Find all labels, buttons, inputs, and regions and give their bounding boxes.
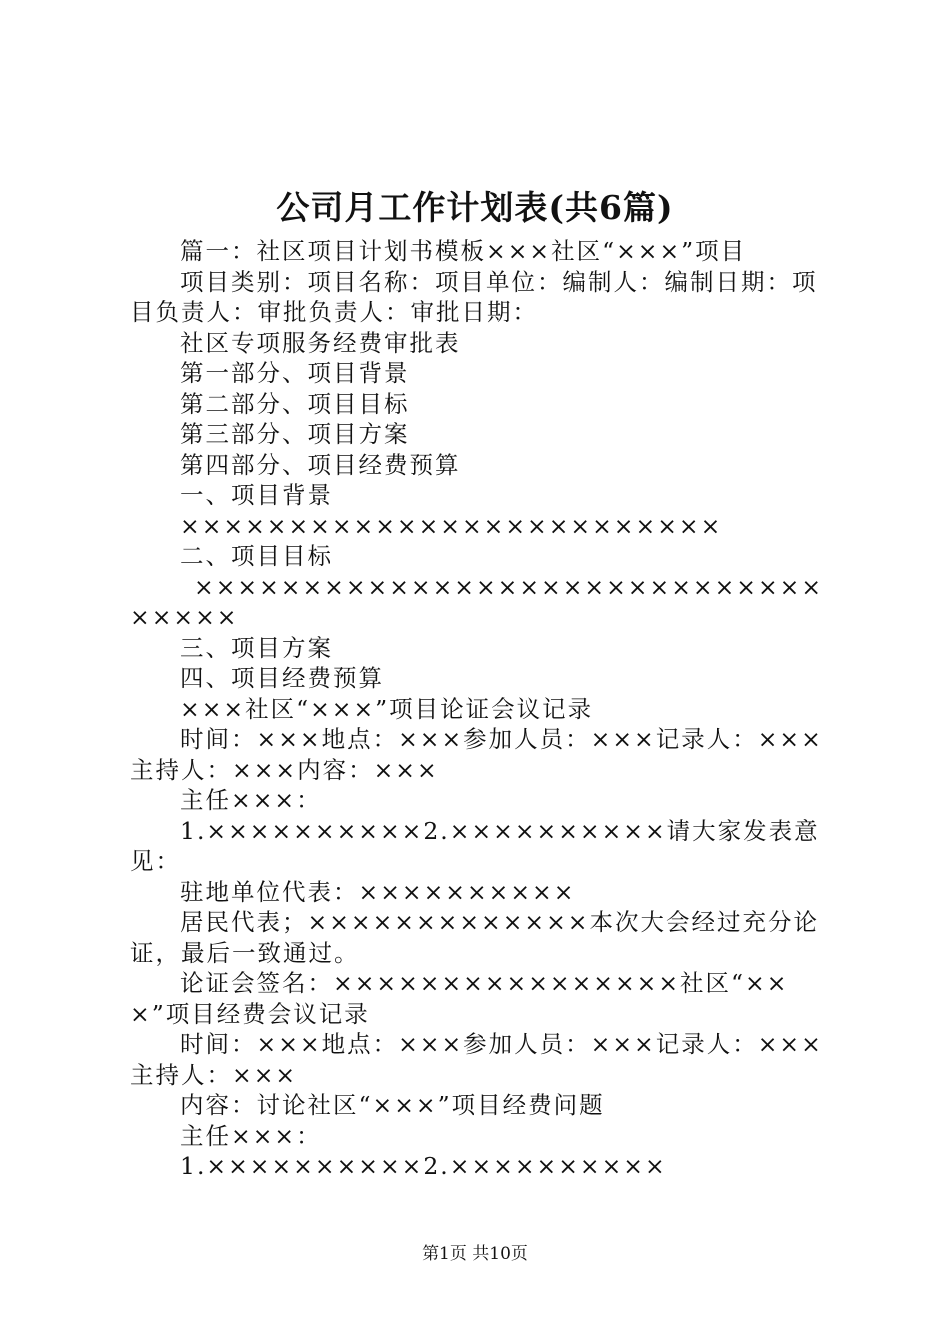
paragraph: ××××××××××××××××××××××××× (180, 511, 723, 540)
paragraph: 第一部分、项目背景 (180, 359, 410, 387)
paragraph: 驻地单位代表：×××××××××× (180, 877, 576, 906)
paragraph: 居民代表；×××××××××××××本次大会经过充分论证，最后一致通过。 (130, 908, 819, 967)
paragraph: 二、项目目标 (180, 542, 333, 570)
paragraph: 论证会签名：××××××××××××××××社区“×××”项目经费会议记录 (130, 969, 789, 1028)
paragraph: 第四部分、项目经费预算 (180, 450, 461, 479)
paragraph: 篇一：社区项目计划书模板×××社区“×××”项目 (180, 237, 747, 265)
paragraph: 四、项目经费预算 (180, 664, 384, 692)
paragraph: ×××××××××××××××××××××××××××××××××× (130, 572, 824, 631)
paragraph: 第三部分、项目方案 (180, 420, 410, 448)
paragraph: 社区专项服务经费审批表 (180, 328, 461, 357)
paragraph: 内容：讨论社区“×××”项目经费问题 (180, 1091, 605, 1119)
paragraph: 项目类别：项目名称：项目单位：编制人：编制日期：项目负责人：审批负责人：审批日期： (130, 267, 818, 326)
paragraph: 1.××××××××××2.××××××××××请大家发表意见： (130, 816, 820, 875)
paragraph: 主任×××： (180, 1121, 322, 1150)
document-body (130, 236, 832, 1182)
paragraph: 时间：×××地点：×××参加人员：×××记录人：×××主持人：×××内容：××× (130, 725, 823, 784)
paragraph: ×××社区“×××”项目论证会议记录 (180, 694, 594, 723)
paragraph: 时间：×××地点：×××参加人员：×××记录人：×××主持人：××× (130, 1030, 823, 1089)
paragraph: 三、项目方案 (180, 633, 333, 662)
page-footer: 第1页 共10页 (422, 1244, 528, 1264)
paragraph: 一、项目背景 (180, 481, 333, 509)
paragraph: 第二部分、项目目标 (180, 389, 410, 418)
paragraph: 主任×××： (180, 786, 322, 814)
paragraph: 1.××××××××××2.×××××××××× (180, 1152, 667, 1180)
document-title: 公司月工作计划表(共6篇) (276, 188, 674, 227)
